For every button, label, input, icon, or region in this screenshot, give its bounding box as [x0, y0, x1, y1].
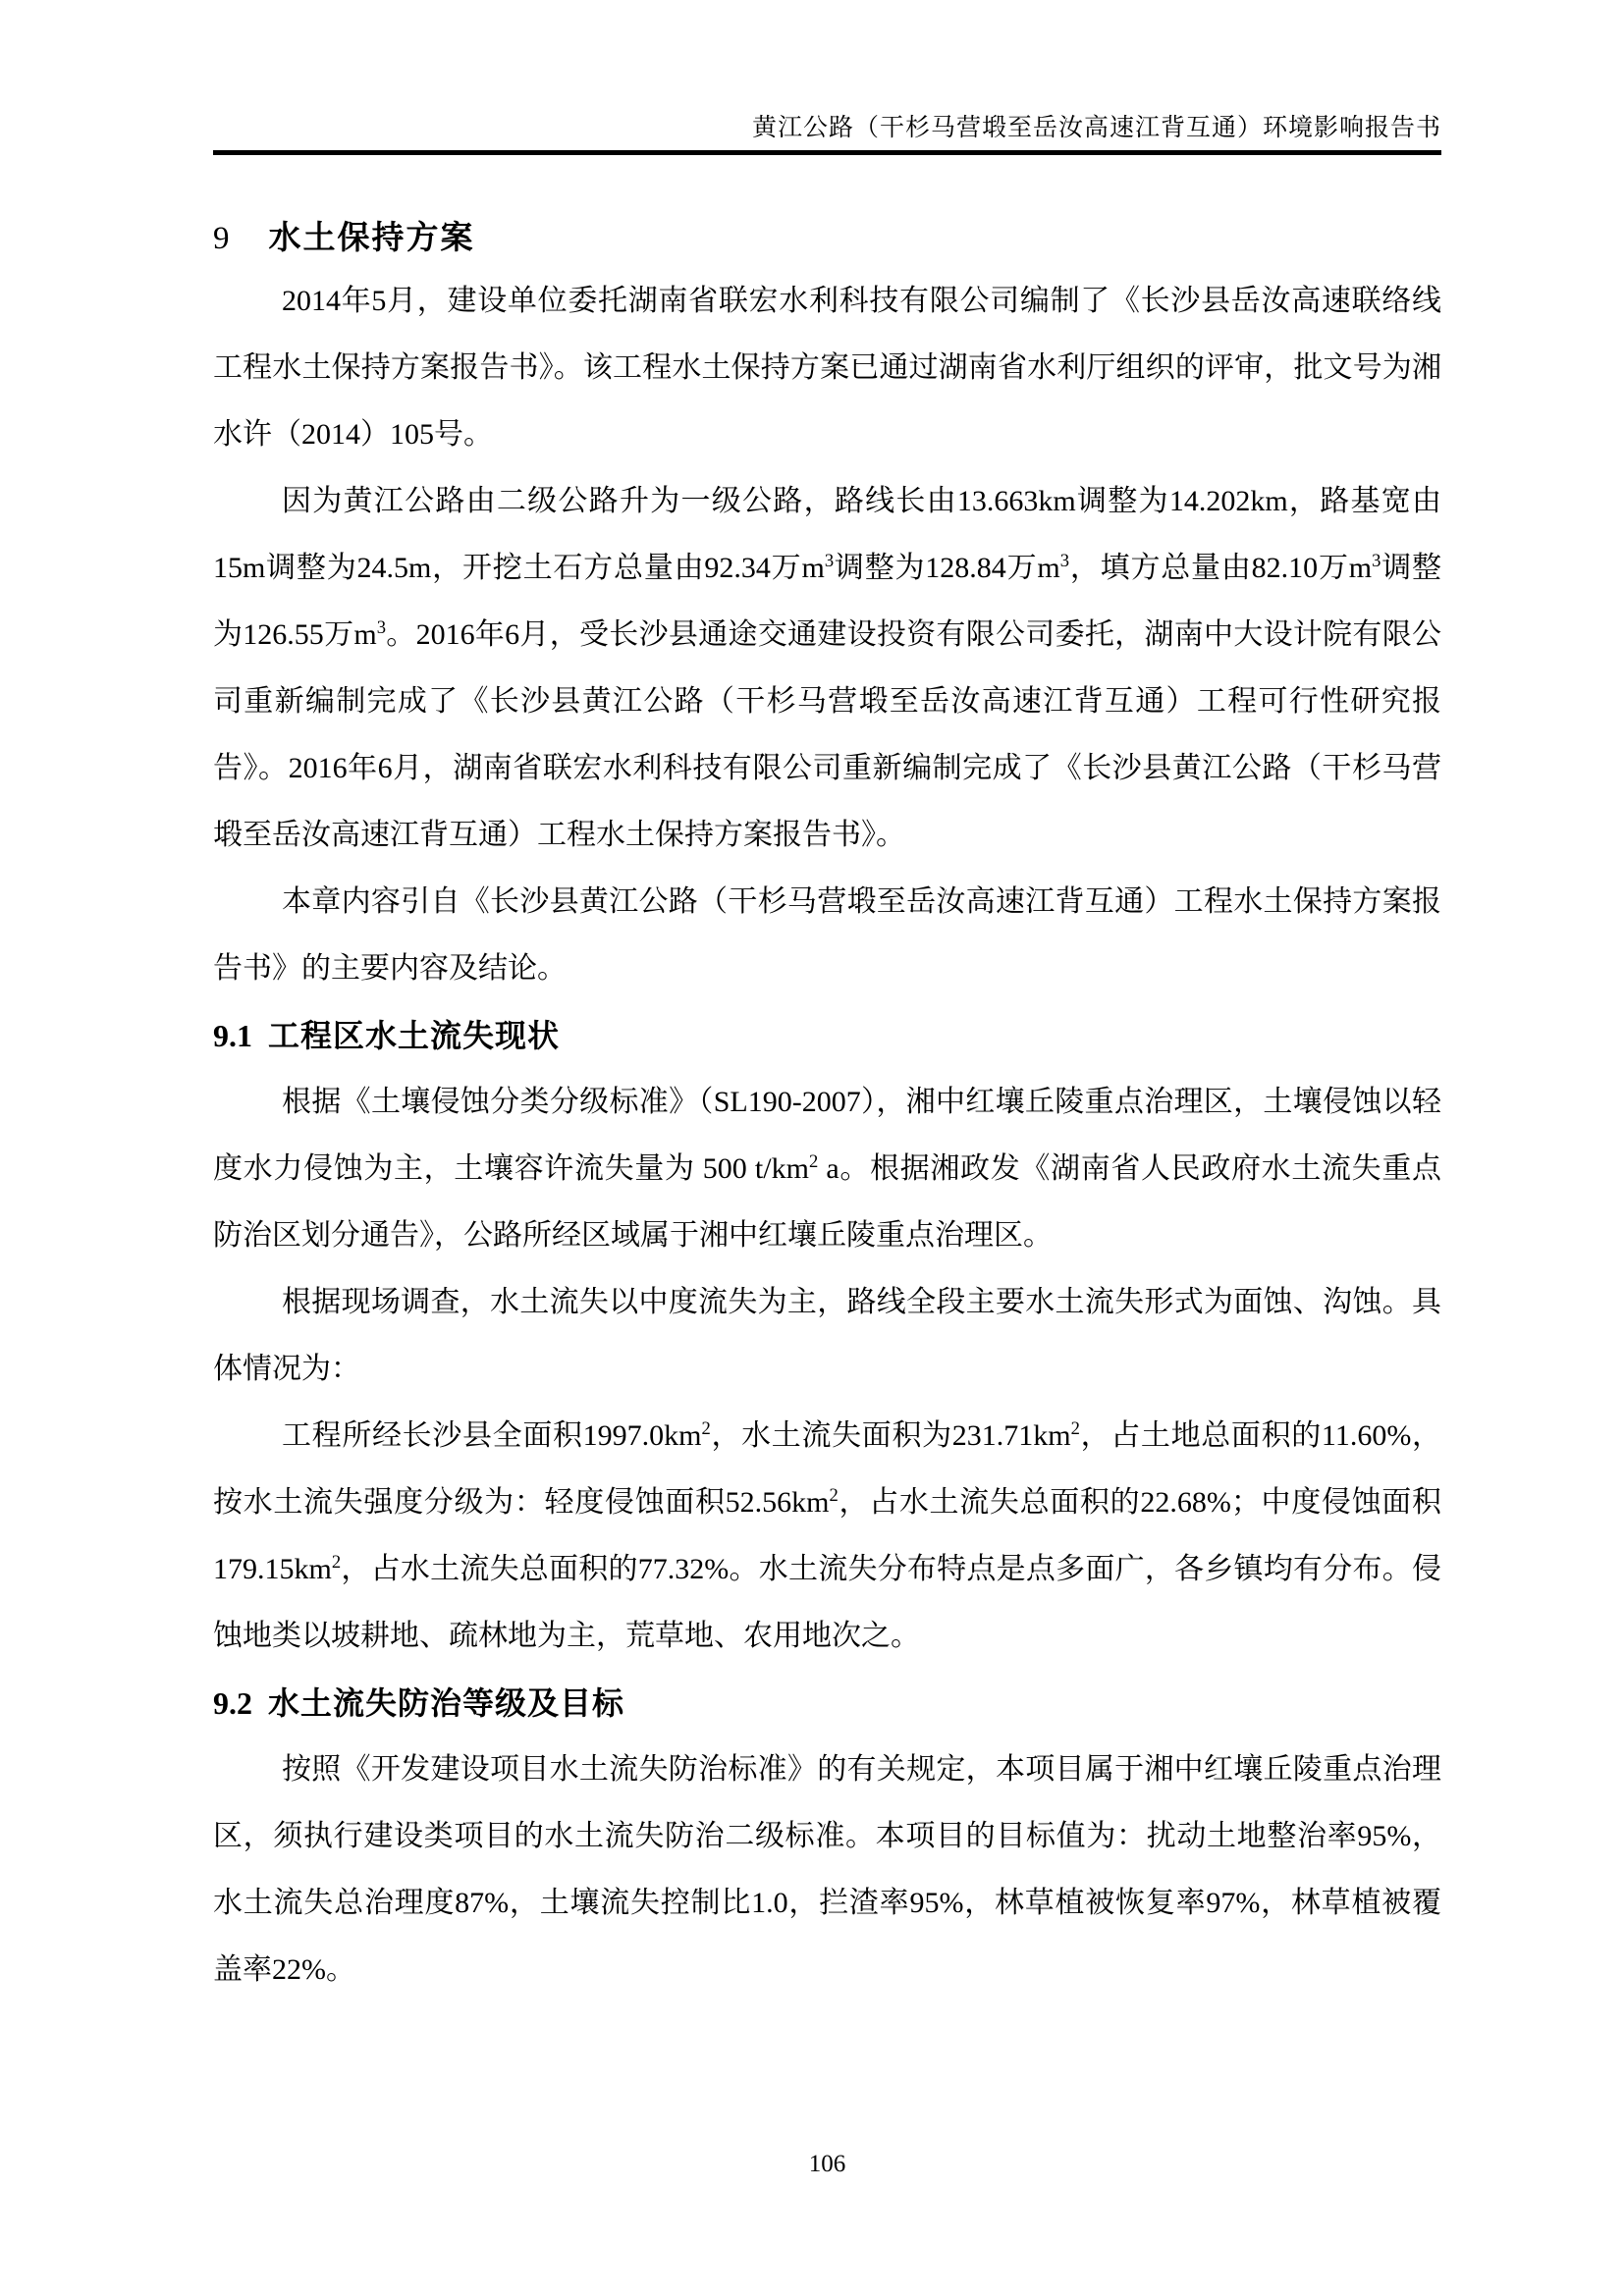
document-body	[213, 218, 1441, 2003]
page-header	[213, 0, 1441, 155]
section-heading-9-1	[213, 1002, 1441, 1069]
chapter-heading	[213, 218, 1441, 258]
section-number: 9.2	[213, 1685, 252, 1721]
page-number: 106	[808, 2151, 846, 2177]
page-content	[213, 0, 1441, 2003]
paragraph-erosion-area-statistics: 工程所经长沙县全面积$1997.0km^2$，水土流失面积为$231.71km^2$，占土地总面积的11.60%，按水土流失强度分级为：轻度侵蚀面积$52.56km^2$，占水土流失总面积的22.68%；中度侵蚀面积$179.15km^2$，占水土流失总面积的77.32%。水土流失分布特点是点多面广，各乡镇均有分布。侵蚀地类以坡耕地、疏林地为主，荒草地、农用地次之。	[213, 1418, 1441, 1652]
report-title: 黄江公路（干杉马营塅至岳汝高速江背互通）环境影响报告书	[751, 115, 1441, 141]
chapter-title: 水土保持方案	[268, 219, 475, 255]
paragraph-field-survey: 根据现场调查，水土流失以中度流失为主，路线全段主要水土流失形式为面蚀、沟蚀。具体情况为：	[213, 1286, 1441, 1385]
paragraph-wsbc-plan-2014: 2014年5月，建设单位委托湖南省联宏水利科技有限公司编制了《长沙县岳汝高速联络线工程水土保持方案报告书》。该工程水土保持方案已通过湖南省水利厅组织的评审，批文号为湘水许（2014）105号。	[213, 285, 1441, 451]
paragraph-soil-erosion-standard: 根据《土壤侵蚀分类分级标准》（SL190-2007），湘中红壤丘陵重点治理区，土壤侵蚀以轻度水力侵蚀为主，土壤容许流失量为 500 $t/km^2$ a。根据湘政发《湖南省人民政府水土流失重点防治区划分通告》，公路所经区域属于湘中红壤丘陵重点治理区。	[213, 1086, 1441, 1252]
paragraph-prevention-targets: 按照《开发建设项目水土流失防治标准》的有关规定，本项目属于湘中红壤丘陵重点治理区，须执行建设类项目的水土流失防治二级标准。本项目的目标值为：扰动土地整治率95%，水土流失总治理度87%，土壤流失控制比1.0，拦渣率95%，林草植被恢复率97%，林草植被覆盖率22%。	[213, 1753, 1441, 1986]
section-heading-9-2	[213, 1670, 1441, 1736]
chapter-number: 9	[213, 221, 230, 256]
section-title: 工程区水土流失现状	[268, 1018, 561, 1053]
header-rule	[213, 150, 1441, 155]
section-title: 水土流失防治等级及目标	[268, 1685, 625, 1721]
section-number: 9.1	[213, 1018, 252, 1053]
paragraph-road-upgrade-adjustments: 因为黄江公路由二级公路升为一级公路，路线长由13.663km调整为14.202km，路基宽由15m调整为24.5m，开挖土石方总量由92.34万$m^3$调整为128.84万$m^3$，填方总量由82.10万$m^3$调整为126.55万$m^3$。2016年6月，受长沙县通途交通建设投资有限公司委托，湖南中大设计院有限公司重新编制完成了《长沙县黄江公路（干杉马营塅至岳汝高速江背互通）工程可行性研究报告》。2016年6月，湖南省联宏水利科技有限公司重新编制完成了《长沙县黄江公路（干杉马营塅至岳汝高速江背互通）工程水土保持方案报告书》。	[213, 485, 1442, 851]
paragraph-chapter-source: 本章内容引自《长沙县黄江公路（干杉马营塅至岳汝高速江背互通）工程水土保持方案报告书》的主要内容及结论。	[213, 885, 1441, 985]
